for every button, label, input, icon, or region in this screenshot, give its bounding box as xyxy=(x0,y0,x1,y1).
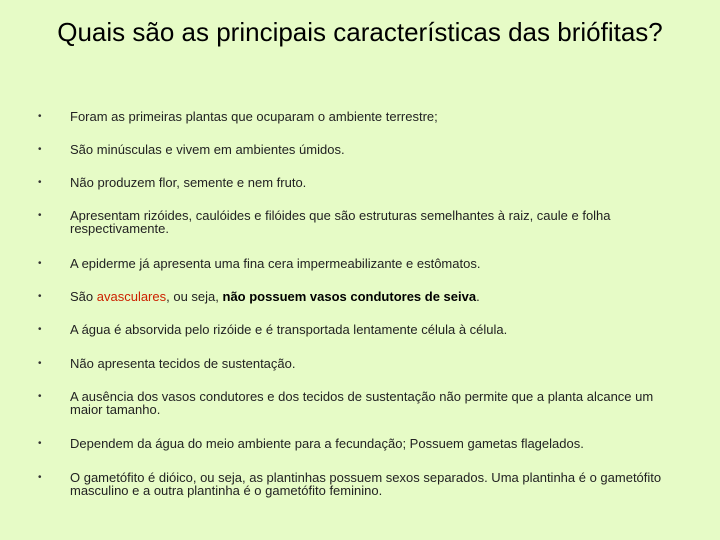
bullet-item xyxy=(38,176,678,189)
bullet-item xyxy=(38,257,678,270)
bullet-text: Não produzem flor, semente e nem fruto. xyxy=(70,175,307,190)
bullet-item xyxy=(38,471,678,497)
bullet-text: A epiderme já apresenta uma fina cera impermeabilizante e estômatos. xyxy=(70,256,481,271)
bullet-item xyxy=(38,357,678,370)
bullet-item xyxy=(38,390,678,416)
bullet-dot-icon: • xyxy=(38,258,42,269)
text-segment: São xyxy=(70,289,97,304)
slide-title: Quais são as principais características das briófitas? xyxy=(57,17,663,47)
bullet-text: Foram as primeiras plantas que ocuparam o ambiente terrestre; xyxy=(70,109,438,124)
bullet-dot-icon: • xyxy=(38,111,42,122)
bullet-dot-icon: • xyxy=(38,177,42,188)
bullet-text: A água é absorvida pelo rizóide e é transportada lentamente célula à célula. xyxy=(70,322,508,337)
bullet-item xyxy=(38,437,678,450)
bullet-item xyxy=(38,323,678,336)
bullet-text xyxy=(70,290,678,303)
bullet-dot-icon: • xyxy=(38,210,42,221)
highlighted-term: avasculares xyxy=(96,289,167,304)
bullet-item xyxy=(38,110,678,123)
bullet-text: Apresentam rizóides, caulóides e filóides que são estruturas semelhantes à raiz, caule e folha respectivamente. xyxy=(70,208,611,236)
bullet-text: Dependem da água do meio ambiente para a fecundação; Possuem gametas flagelados. xyxy=(70,436,584,451)
bullet-item xyxy=(38,143,678,156)
bullet-dot-icon: • xyxy=(38,144,42,155)
text-segment: . xyxy=(476,289,480,304)
bullet-dot-icon: • xyxy=(38,324,42,335)
text-segment: , ou seja, xyxy=(166,289,223,304)
bullet-text: Não apresenta tecidos de sustentação. xyxy=(70,356,296,371)
bullet-text: O gametófito é dióico, ou seja, as plantinhas possuem sexos separados. Uma plantinha é o gametófito masculino e a outra plantinha é o gametófito feminino. xyxy=(70,470,662,498)
bullet-dot-icon: • xyxy=(38,358,42,369)
bullet-dot-icon: • xyxy=(38,391,42,402)
emphasized-text: não possuem vasos condutores de seiva xyxy=(222,289,477,304)
bullet-item xyxy=(38,209,678,235)
bullet-text: A ausência dos vasos condutores e dos tecidos de sustentação não permite que a planta alcance um maior tamanho. xyxy=(70,389,654,417)
bullet-dot-icon: • xyxy=(38,291,42,302)
bullet-dot-icon: • xyxy=(38,438,42,449)
bullet-text: São minúsculas e vivem em ambientes úmidos. xyxy=(70,142,345,157)
bullet-dot-icon: • xyxy=(38,472,42,483)
bullet-item xyxy=(38,290,678,303)
